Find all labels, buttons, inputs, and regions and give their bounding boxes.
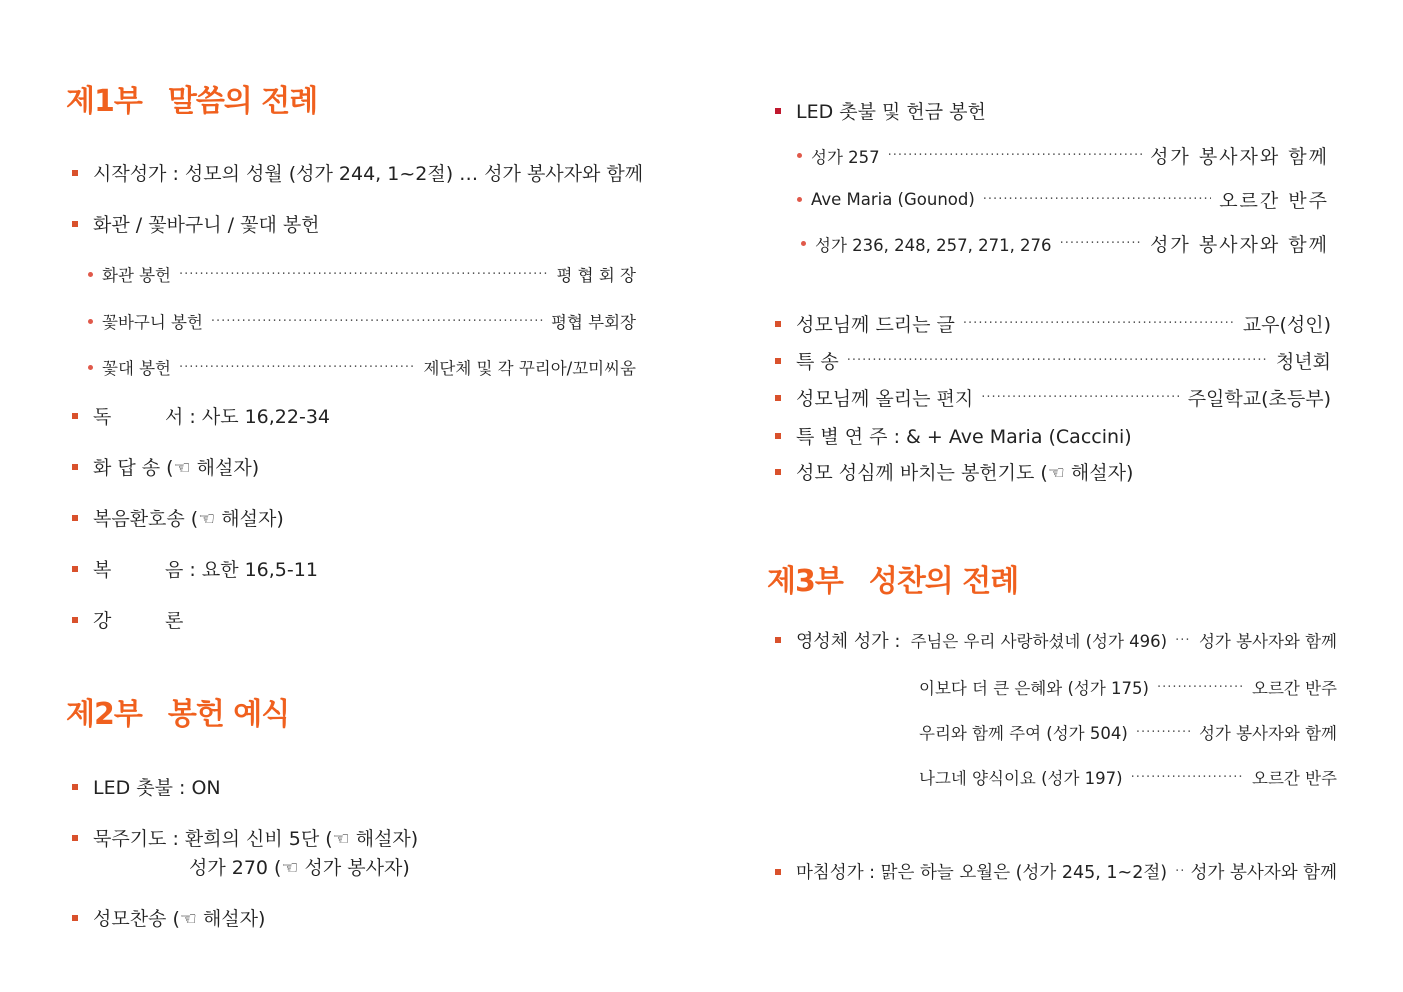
dot-bullet-icon bbox=[88, 365, 93, 370]
item-text: 성모찬송 (☜ 해설자) bbox=[93, 908, 266, 930]
list-item bbox=[72, 555, 318, 582]
list-item-continuation bbox=[189, 853, 410, 880]
part3-heading bbox=[767, 556, 1018, 600]
item-text: 시작성가 : 성모의 성월 (성가 244, 1~2절) … 성가 봉사자와 함께 bbox=[93, 163, 644, 185]
item-value: 성가 봉사자와 함께 bbox=[1198, 632, 1337, 651]
leader-dots bbox=[888, 148, 1142, 163]
square-bullet-icon bbox=[72, 170, 78, 176]
leader-dots bbox=[1175, 633, 1191, 648]
item-label: 성모님께 올리는 편지 bbox=[796, 388, 974, 410]
dot-bullet-icon bbox=[797, 197, 802, 202]
list-item bbox=[775, 347, 1331, 374]
list-item bbox=[88, 309, 636, 333]
leader-dots bbox=[179, 267, 548, 282]
list-item bbox=[775, 458, 1133, 485]
item-label: 꽃바구니 봉헌 bbox=[102, 313, 203, 332]
item-label: 강 bbox=[93, 610, 112, 632]
list-item bbox=[797, 186, 1329, 213]
square-bullet-icon bbox=[775, 395, 781, 401]
item-label: 영성체 성가 : bbox=[796, 631, 901, 652]
part2-title: 봉헌 예식 bbox=[167, 697, 290, 732]
item-text: 화관 / 꽃바구니 / 꽃대 봉헌 bbox=[93, 214, 320, 236]
list-item bbox=[72, 824, 418, 851]
dot-bullet-icon bbox=[88, 319, 93, 324]
list-item bbox=[72, 773, 221, 800]
square-bullet-icon bbox=[775, 433, 781, 439]
leader-dots bbox=[963, 316, 1235, 331]
part2-number: 제2부 bbox=[66, 697, 142, 732]
list-item bbox=[801, 230, 1329, 257]
square-bullet-icon bbox=[775, 869, 781, 875]
list-item bbox=[919, 675, 1337, 699]
item-text: 성모 성심께 바치는 봉헌기도 (☜ 해설자) bbox=[796, 462, 1134, 484]
item-label: 독 bbox=[93, 406, 112, 428]
list-item bbox=[775, 422, 1132, 449]
item-value: 평협 부회장 bbox=[551, 313, 636, 332]
item-text: LED 촛불 : ON bbox=[93, 777, 221, 799]
item-label: 특 송 bbox=[796, 351, 839, 373]
list-item bbox=[72, 453, 259, 480]
hymn-title: 나그네 양식이요 (성가 197) bbox=[919, 769, 1123, 788]
square-bullet-icon bbox=[72, 566, 78, 572]
item-label: 꽃대 봉헌 bbox=[102, 359, 172, 378]
item-value: 성가 봉사자와 함께 bbox=[1198, 724, 1337, 743]
square-bullet-icon bbox=[775, 321, 781, 327]
item-detail: 론 bbox=[165, 610, 184, 632]
item-label: 화관 봉헌 bbox=[102, 266, 172, 285]
leader-dots bbox=[1175, 864, 1183, 879]
item-label: Ave Maria (Gounod) bbox=[811, 190, 975, 209]
part3-number: 제3부 bbox=[767, 564, 843, 599]
hymn-title: 이보다 더 큰 은혜와 (성가 175) bbox=[919, 679, 1149, 698]
leader-dots bbox=[981, 390, 1179, 405]
item-label: 성가 236, 248, 257, 271, 276 bbox=[815, 235, 1052, 255]
item-text: 성가 270 (☜ 성가 봉사자) bbox=[189, 857, 410, 879]
list-item bbox=[72, 904, 265, 931]
item-value: 제단체 및 각 꾸리아/꼬미씨움 bbox=[423, 359, 636, 378]
part1-heading bbox=[66, 76, 317, 120]
part3-title: 성찬의 전례 bbox=[868, 564, 1019, 599]
hymn-title: 우리와 함께 주여 (성가 504) bbox=[919, 724, 1128, 743]
square-bullet-icon bbox=[775, 469, 781, 475]
list-item bbox=[775, 310, 1331, 337]
list-item bbox=[88, 355, 636, 379]
leader-dots bbox=[211, 314, 543, 329]
list-item bbox=[72, 210, 320, 237]
item-label: 성모님께 드리는 글 bbox=[796, 314, 955, 336]
list-item bbox=[72, 159, 643, 186]
list-item bbox=[775, 859, 1337, 884]
part2-heading bbox=[66, 689, 289, 733]
item-value: 오르간 반주 bbox=[1219, 190, 1329, 212]
leader-dots bbox=[847, 353, 1268, 368]
item-text: LED 촛불 및 헌금 봉헌 bbox=[796, 101, 986, 123]
list-item bbox=[775, 384, 1331, 411]
list-item bbox=[88, 262, 636, 286]
item-detail: 음 : 요한 16,5-11 bbox=[165, 559, 318, 581]
item-value: 평 협 회 장 bbox=[556, 266, 636, 285]
square-bullet-icon bbox=[775, 637, 781, 643]
hymn-title: 주님은 우리 사랑하셨네 (성가 496) bbox=[910, 632, 1168, 651]
item-text: 특 별 연 주 : & + Ave Maria (Caccini) bbox=[796, 426, 1132, 448]
leader-dots bbox=[1136, 725, 1191, 740]
square-bullet-icon bbox=[72, 835, 78, 841]
leader-dots bbox=[1157, 680, 1244, 695]
list-item bbox=[919, 720, 1337, 744]
item-text: 화 답 송 (☜ 해설자) bbox=[93, 457, 260, 479]
item-text: 묵주기도 : 환희의 신비 5단 (☜ 해설자) bbox=[93, 828, 419, 850]
square-bullet-icon bbox=[775, 358, 781, 364]
square-bullet-icon bbox=[775, 108, 781, 114]
square-bullet-icon bbox=[72, 617, 78, 623]
square-bullet-icon bbox=[72, 221, 78, 227]
item-label: 복 bbox=[93, 559, 112, 581]
item-value: 주일학교(초등부) bbox=[1187, 388, 1331, 410]
leader-dots bbox=[983, 192, 1211, 207]
list-item bbox=[72, 504, 284, 531]
square-bullet-icon bbox=[72, 464, 78, 470]
item-value: 오르간 반주 bbox=[1252, 679, 1337, 698]
item-value: 성가 봉사자와 함께 bbox=[1190, 863, 1337, 883]
dot-bullet-icon bbox=[801, 241, 806, 246]
item-value: 오르간 반주 bbox=[1252, 769, 1337, 788]
part1-number: 제1부 bbox=[66, 84, 142, 119]
leader-dots bbox=[1131, 770, 1244, 785]
part1-title: 말씀의 전례 bbox=[167, 84, 318, 119]
item-text: 복음환호송 (☜ 해설자) bbox=[93, 508, 284, 530]
item-label: 성가 257 bbox=[811, 147, 880, 167]
square-bullet-icon bbox=[72, 515, 78, 521]
leader-dots bbox=[179, 360, 415, 375]
dot-bullet-icon bbox=[797, 153, 802, 158]
item-value: 청년회 bbox=[1275, 351, 1331, 373]
square-bullet-icon bbox=[72, 784, 78, 790]
square-bullet-icon bbox=[72, 413, 78, 419]
list-item bbox=[72, 606, 183, 633]
list-item bbox=[797, 142, 1329, 169]
list-item bbox=[72, 402, 330, 429]
square-bullet-icon bbox=[72, 915, 78, 921]
item-detail: 서 : 사도 16,22-34 bbox=[165, 406, 331, 428]
item-value: 교우(성인) bbox=[1242, 314, 1331, 336]
list-item bbox=[775, 97, 986, 124]
item-value: 성가 봉사자와 함께 bbox=[1150, 234, 1329, 256]
leader-dots bbox=[1060, 236, 1143, 251]
dot-bullet-icon bbox=[88, 272, 93, 277]
item-value: 성가 봉사자와 함께 bbox=[1150, 146, 1329, 168]
list-item bbox=[775, 627, 1337, 653]
item-label: 마침성가 : 맑은 하늘 오월은 (성가 245, 1~2절) bbox=[796, 863, 1168, 883]
list-item bbox=[919, 765, 1337, 789]
